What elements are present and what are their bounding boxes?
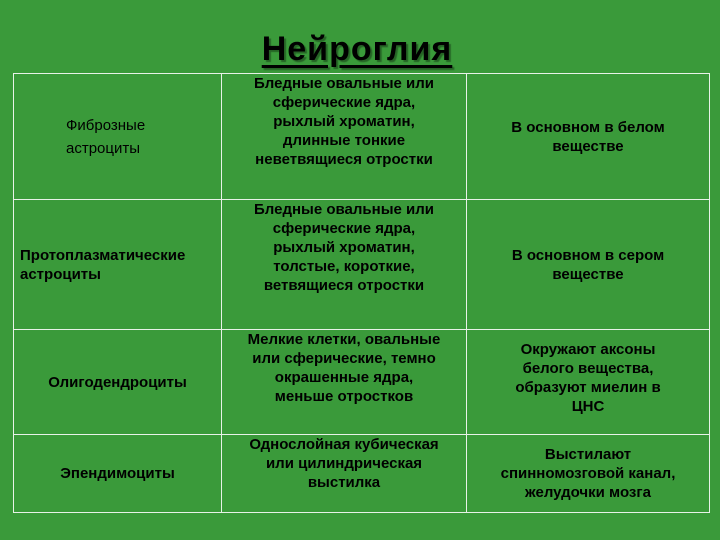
cell-description: Бледные овальные или сферические ядра, рыхлый хроматин, толстые, короткие, ветвящиеся отростки xyxy=(222,200,467,330)
table-row xyxy=(14,435,710,513)
neuroglia-table xyxy=(13,73,710,513)
cell-type-label: Фиброзные астроциты xyxy=(66,116,146,157)
cell-location: В основном в сером веществе xyxy=(467,200,710,330)
cell-location: В основном в белом веществе xyxy=(467,74,710,200)
cell-description: Однослойная кубическая или цилиндрическая выстилка xyxy=(222,435,467,513)
slide-title xyxy=(0,26,720,72)
cell-type: Эпендимоциты xyxy=(14,435,222,513)
cell-description: Бледные овальные или сферические ядра, рыхлый хроматин, длинные тонкие неветвящиеся отростки xyxy=(222,74,467,200)
table-row xyxy=(14,74,710,200)
slide-title-text: Нейроглия xyxy=(261,30,453,68)
cell-type: Олигодендроциты xyxy=(14,330,222,435)
cell-description: Мелкие клетки, овальные или сферические, темно окрашенные ядра, меньше отростков xyxy=(222,330,467,435)
cell-type xyxy=(14,74,222,200)
cell-location: Выстилают спинномозговой канал, желудочки мозга xyxy=(467,435,710,513)
table-row xyxy=(14,330,710,435)
cell-location: Окружают аксоны белого вещества, образуют миелин в ЦНС xyxy=(467,330,710,435)
table-row xyxy=(14,200,710,330)
cell-type: Протоплазматические астроциты xyxy=(14,200,222,330)
